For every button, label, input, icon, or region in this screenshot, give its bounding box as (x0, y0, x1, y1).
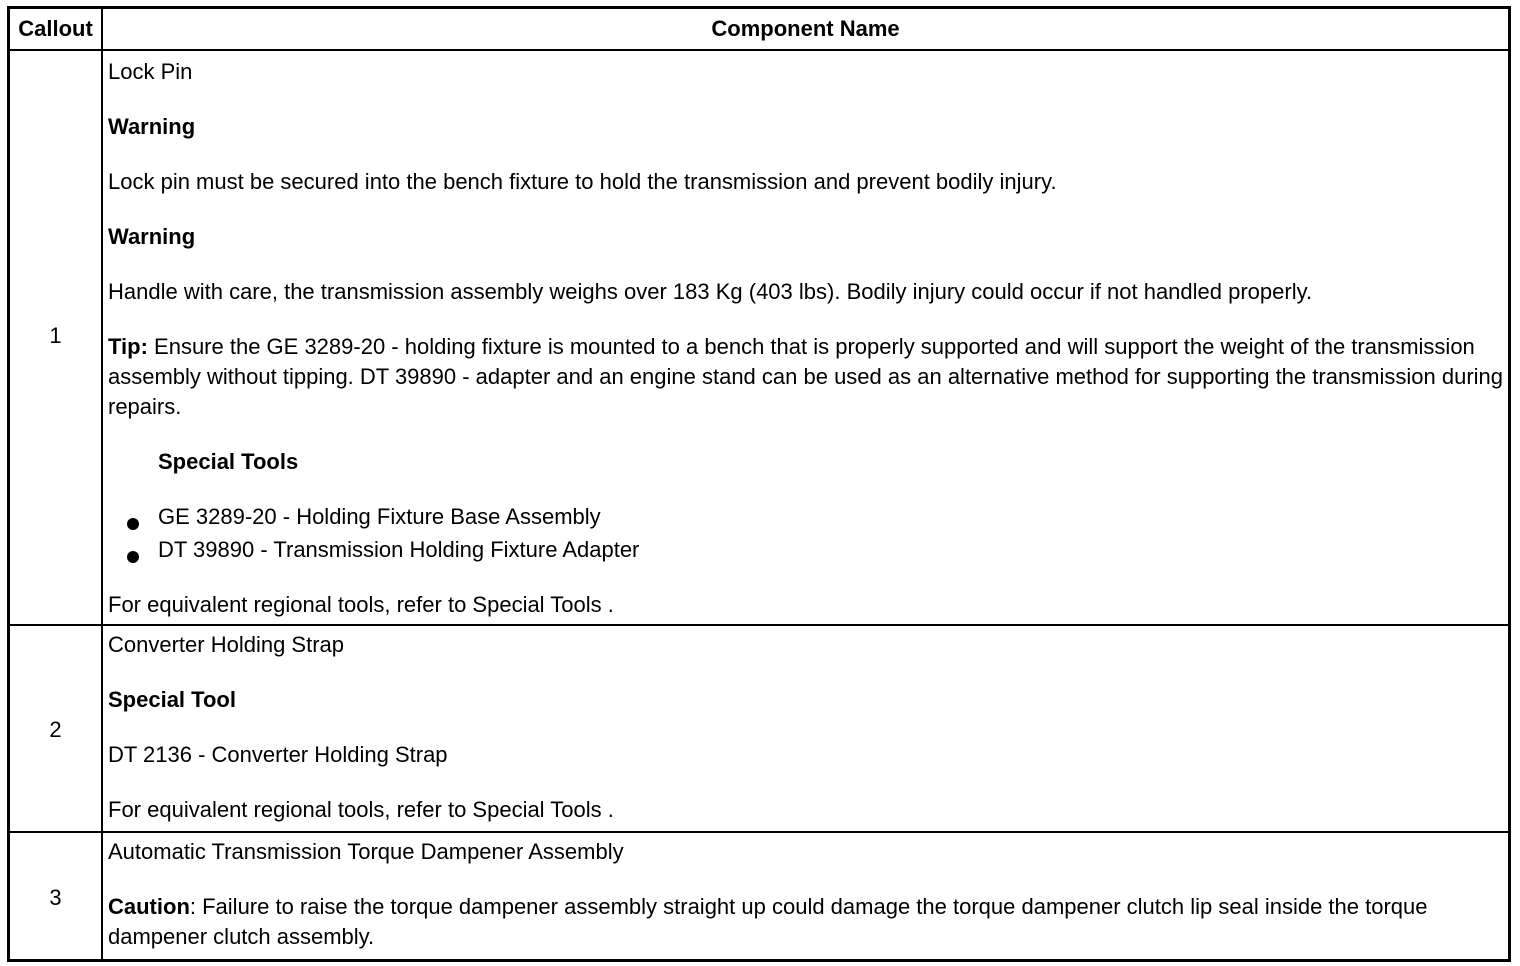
list-item: GE 3289-20 - Holding Fixture Base Assembly (158, 504, 601, 529)
regional-tools-note: For equivalent regional tools, refer to Special Tools . (108, 797, 614, 822)
component-table (7, 6, 1511, 962)
column-divider (101, 9, 103, 959)
header-component-name: Component Name (711, 16, 900, 41)
list-item: DT 39890 - Transmission Holding Fixture Adapter (158, 537, 640, 562)
component-name: Lock Pin (108, 59, 193, 84)
caution-paragraph (108, 892, 1504, 952)
warning-label: Warning (108, 114, 196, 139)
warning-text: Handle with care, the transmission assembly weighs over 183 Kg (403 lbs). Bodily injury could occur if not handled properly. (108, 279, 1313, 304)
bullet-icon (127, 551, 139, 563)
tip-text: Ensure the GE 3289-20 - holding fixture is mounted to a bench that is properly supported and will support the weight of the transmission assembly without tipping. DT 39890 - adapter and an engine stand can be used as an alternative method for supporting the transmission during repairs. (108, 334, 1504, 419)
warning-label: Warning (108, 224, 196, 249)
tip-label: Tip: (108, 334, 148, 359)
component-name: Converter Holding Strap (108, 632, 345, 657)
caution-text: : Failure to raise the torque dampener assembly straight up could damage the torque dampener clutch lip seal inside the torque dampener clutch assembly. (108, 894, 1428, 949)
header-divider (10, 49, 1508, 51)
warning-text: Lock pin must be secured into the bench fixture to hold the transmission and prevent bodily injury. (108, 169, 1057, 194)
regional-tools-note: For equivalent regional tools, refer to Special Tools . (108, 592, 614, 617)
callout-number: 3 (49, 885, 62, 910)
row-divider (10, 624, 1508, 626)
special-tools-heading: Special Tools (158, 449, 299, 474)
tip-paragraph (108, 332, 1504, 422)
special-tool-item: DT 2136 - Converter Holding Strap (108, 742, 448, 767)
bullet-icon (127, 518, 139, 530)
special-tool-heading: Special Tool (108, 687, 236, 712)
row-divider (10, 831, 1508, 833)
caution-label: Caution (108, 894, 190, 919)
header-callout: Callout (18, 16, 93, 41)
callout-number: 1 (49, 323, 62, 348)
component-name: Automatic Transmission Torque Dampener Assembly (108, 839, 624, 864)
callout-number: 2 (49, 717, 62, 742)
